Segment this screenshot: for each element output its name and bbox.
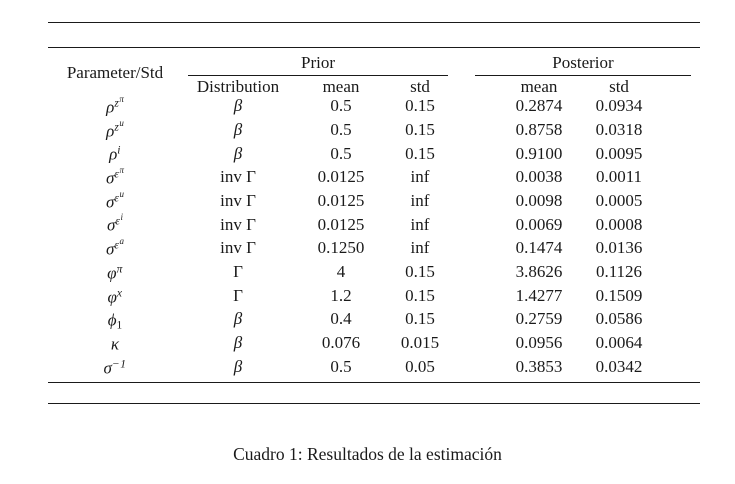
parameter-cell [48,355,182,380]
posterior-std-cell: 0.0005 [595,191,643,210]
posterior-group-header: Posterior [552,53,614,72]
prior-mean-cell: 1.2 [330,285,352,305]
posterior-std-cell: 0.0934 [595,96,643,116]
prior-mean-cell: 0.4 [330,309,352,329]
posterior-std-cell: 0.0136 [595,238,643,258]
parameter-symbol: ϕ [107,310,117,330]
prior-std-cell: 0.05 [405,356,435,376]
prior-std-cell: inf [410,214,430,234]
parameter-symbol: ρ [109,144,118,164]
table-caption: Cuadro 1: Resultados de la estimación [233,444,502,464]
parameter-nested-superscript: π [119,94,124,104]
prior-mean-cell: 0.0125 [317,191,365,210]
table-row [48,165,700,189]
prior-distribution-cell: Γ [233,285,243,305]
posterior-mean-cell: 1.4277 [515,285,563,305]
table-row [48,284,700,308]
posterior-mean-cell: 0.2759 [515,309,563,329]
prior-std-cell: 0.15 [405,119,435,139]
posterior-std-cell: 0.0318 [595,119,643,139]
parameter-superscript: z [114,97,120,110]
table-row [48,331,700,355]
parameter-symbol: σ [106,239,115,259]
prior-distribution-cell: β [233,309,243,329]
prior-mean-cell: 0.0125 [317,167,365,187]
posterior-std-cell: 0.0064 [595,333,643,353]
parameter-superscript: π [116,263,123,276]
table-row [48,260,700,284]
posterior-mean-cell: 0.0098 [515,191,563,210]
posterior-mean-cell: 0.9100 [515,143,563,163]
prior-std-cell: inf [410,191,430,210]
posterior-std-cell: 0.0008 [595,214,643,234]
table-top-inner-rule [48,47,700,48]
table-row [48,236,700,260]
prior-distribution-cell: inv Γ [220,238,256,258]
posterior-std-cell: 0.0095 [595,143,643,163]
prior-distribution-cell: β [233,96,243,116]
prior-mean-cell: 0.5 [330,143,352,163]
parameter-symbol: φ [107,287,117,306]
parameter-cell [48,94,182,119]
prior-distribution-cell: inv Γ [220,167,256,187]
table-row [48,141,700,165]
table-row [48,355,700,379]
parameter-symbol: ρ [106,97,115,117]
prior-distribution-cell: β [233,356,243,376]
posterior-mean-cell: 0.0069 [515,214,563,234]
prior-distribution-cell: β [233,119,243,139]
parameter-superscript: z [114,121,120,134]
table-top-outer-rule [48,22,700,23]
parameter-nested-superscript: u [119,188,124,199]
table-bottom-inner-rule [48,382,700,383]
prior-distribution-cell: Γ [233,262,243,282]
posterior-mean-cell: 0.0956 [515,333,563,353]
parameter-symbol: σ [106,192,115,212]
parameter-symbol: φ [107,263,117,283]
prior-mean-cell: 0.076 [321,333,361,353]
parameter-cell [48,118,182,143]
parameter-superscript: ε [115,215,121,228]
posterior-std-header: std [609,77,629,96]
prior-std-cell: 0.015 [400,333,440,353]
posterior-std-cell: 0.0586 [595,309,643,329]
posterior-std-cell: 0.0342 [595,356,643,376]
table-row [48,118,700,142]
table-row [48,307,700,331]
prior-std-cell: 0.15 [405,143,435,163]
prior-distribution-cell: inv Γ [220,214,256,234]
prior-group-header: Prior [301,53,335,72]
prior-std-header: std [410,77,430,96]
posterior-mean-header: mean [520,77,558,96]
parameter-cell [48,307,182,332]
parameter-superscript: −1 [111,358,127,371]
parameter-nested-superscript: u [119,117,124,128]
table-row [48,212,700,236]
table-body [48,94,700,378]
parameter-subscript: 1 [116,319,123,332]
parameter-superscript: i [117,144,121,157]
parameter-superscript: ε [114,239,120,252]
posterior-std-cell: 0.1126 [595,262,643,282]
parameter-cell [48,212,182,237]
parameter-nested-superscript: a [119,236,124,247]
posterior-mean-cell: 0.0038 [515,167,563,187]
parameter-cell [48,189,182,214]
posterior-mean-cell: 0.1474 [515,238,563,258]
prior-mean-cell: 0.5 [330,96,352,116]
parameter-cell [48,165,182,190]
posterior-std-cell: 0.1509 [595,285,643,305]
parameter-cell [48,141,182,166]
parameter-superscript: ε [114,168,120,181]
prior-mean-cell: 0.5 [330,356,352,376]
prior-std-cell: 0.15 [405,96,435,116]
parameter-superscript: x [116,287,123,299]
parameter-symbol: κ [110,334,120,354]
table-row [48,189,700,213]
parameter-symbol: σ [106,168,115,188]
prior-mean-cell: 0.5 [330,119,352,139]
parameter-nested-superscript: i [120,212,123,223]
prior-cmidrule [188,75,448,76]
parameter-cell [48,260,182,285]
prior-distribution-cell: β [233,143,243,163]
parameter-symbol: σ [107,215,116,235]
parameter-cell [48,331,182,356]
prior-std-cell: 0.15 [405,262,435,282]
parameter-nested-superscript: π [119,165,124,176]
prior-distribution-cell: inv Γ [220,191,256,210]
parameter-symbol: ρ [106,121,115,141]
posterior-cmidrule [475,75,691,76]
parameter-cell [48,284,182,309]
prior-std-cell: inf [410,238,430,258]
prior-distribution-cell: β [233,333,243,353]
posterior-mean-cell: 3.8626 [515,262,563,282]
posterior-mean-cell: 0.8758 [515,119,563,139]
prior-mean-cell: 4 [336,262,346,282]
posterior-mean-cell: 0.2874 [515,96,563,116]
parameter-superscript: ε [114,192,120,205]
prior-mean-header: mean [322,77,360,96]
prior-mean-cell: 0.1250 [317,238,365,258]
prior-distribution-header: Distribution [196,77,280,96]
prior-std-cell: inf [410,167,430,187]
parameter-std-label: Parameter/Std [66,63,164,82]
table-row [48,94,700,118]
prior-std-cell: 0.15 [405,285,435,305]
parameter-symbol: σ [103,358,112,378]
parameter-cell [48,236,182,261]
posterior-std-cell: 0.0011 [595,167,643,187]
prior-mean-cell: 0.0125 [317,214,365,234]
prior-std-cell: 0.15 [405,309,435,329]
posterior-mean-cell: 0.3853 [515,356,563,376]
table-bottom-outer-rule [48,403,700,404]
